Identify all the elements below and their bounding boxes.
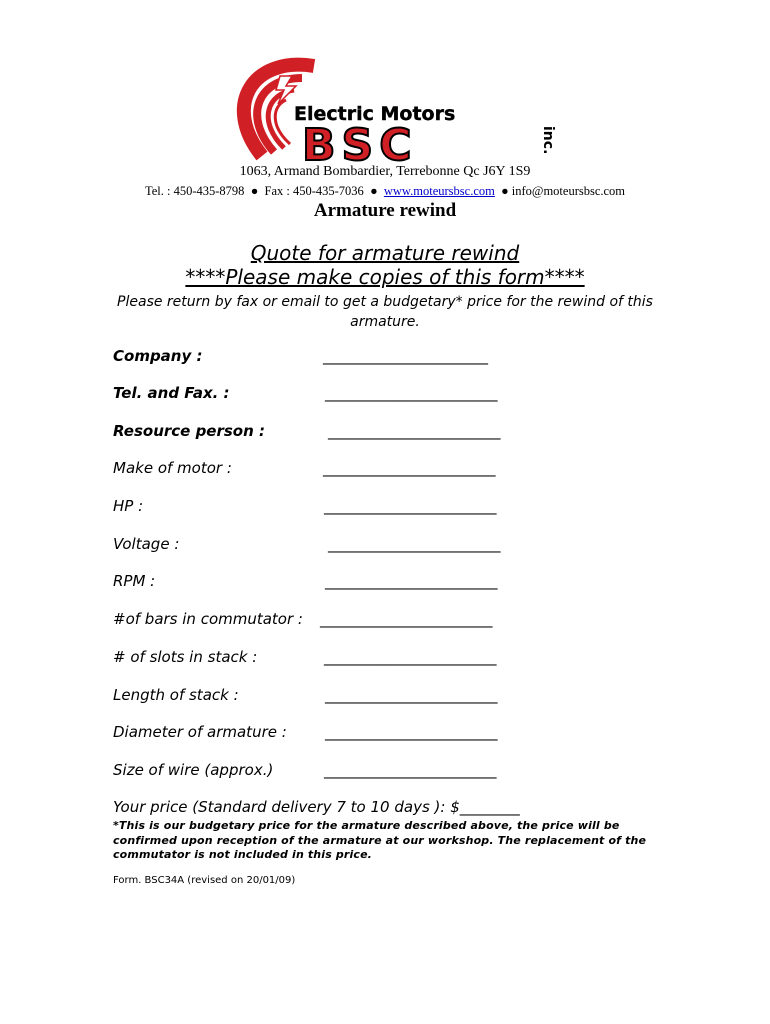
logo-line1: Electric Motors <box>294 103 456 125</box>
field-hp <box>113 497 497 519</box>
quote-title <box>0 241 770 265</box>
fill-in-blank[interactable]: _______________________ <box>324 497 497 515</box>
instructions: Please return by fax or email to get a budgetary* price for the rewind of this armature. <box>117 294 653 330</box>
field-make-of-motor <box>113 459 496 481</box>
form-number: Form. BSC34A (revised on 20/01/09) <box>113 875 296 886</box>
fill-in-blank[interactable]: _______________________ <box>325 384 498 402</box>
logo-line3: inc. <box>540 126 556 155</box>
bullet-separator: ● <box>501 184 509 198</box>
field-label: HP : <box>113 497 144 515</box>
bullet-separator: ● <box>370 184 378 198</box>
bullet-separator: ● <box>250 184 259 198</box>
field-length-of-stack <box>113 686 498 708</box>
bsc-logo-graphic <box>222 56 556 171</box>
field-label: Tel. and Fax. : <box>113 384 230 402</box>
fill-in-blank[interactable]: _______________________ <box>324 761 497 779</box>
field-label: Voltage : <box>113 535 180 553</box>
email-address: info@moteursbsc.com <box>511 184 626 198</box>
field-diameter-of-armature <box>113 723 498 745</box>
website-link[interactable]: www.moteursbsc.com <box>383 184 495 198</box>
copies-notice-text: ****Please make copies of this form**** <box>185 265 585 289</box>
copies-notice <box>0 265 770 289</box>
field-bars-in-commutator <box>113 610 493 632</box>
field-company <box>113 347 488 369</box>
quote-title-text: Quote for armature rewind <box>250 241 520 265</box>
company-logo <box>222 56 556 171</box>
telephone: Tel. : 450-435-8798 <box>144 184 245 198</box>
fax: Fax : 450-435-7036 <box>264 184 364 198</box>
fill-in-blank[interactable]: _______________________ <box>325 686 498 704</box>
field-resource-person <box>113 422 501 444</box>
company-address: 1063, Armand Bombardier, Terrebonne Qc J6Y 1S9 <box>239 164 531 179</box>
fill-in-blank[interactable]: ______________________ <box>323 347 488 365</box>
field-label: #of bars in commutator : <box>113 610 303 628</box>
field-slots-in-stack <box>113 648 497 670</box>
field-label: Length of stack : <box>113 686 239 704</box>
fill-in-blank[interactable]: _______________________ <box>323 459 496 477</box>
field-voltage <box>113 535 501 557</box>
field-label: Make of motor : <box>113 459 232 477</box>
field-rpm <box>113 572 498 594</box>
field-label: Diameter of armature : <box>113 723 287 741</box>
fill-in-blank[interactable]: _______________________ <box>328 422 501 440</box>
fill-in-blank[interactable]: _______________________ <box>324 648 497 666</box>
field-label: Company : <box>113 347 203 365</box>
field-label: Resource person : <box>113 422 266 440</box>
fill-in-blank[interactable]: _______________________ <box>325 572 498 590</box>
fill-in-blank[interactable]: _______________________ <box>328 535 501 553</box>
field-label: Size of wire (approx.) <box>113 761 274 779</box>
logo-line2: BSC <box>302 120 418 171</box>
field-label: # of slots in stack : <box>113 648 258 666</box>
document-title: Armature rewind <box>313 200 457 221</box>
fill-in-blank[interactable]: _______________________ <box>320 610 493 628</box>
field-tel-fax <box>113 384 498 406</box>
field-label: RPM : <box>113 572 156 590</box>
budgetary-price-note: *This is our budgetary price for the armature described above, the price will be confirmed upon reception of the armature at our workshop. The replacement of the commutator is not included in this price. <box>113 819 647 861</box>
field-size-of-wire <box>113 761 497 783</box>
your-price-line[interactable]: Your price (Standard delivery 7 to 10 days ): $________ <box>113 798 520 816</box>
contact-line <box>0 184 770 199</box>
fill-in-blank[interactable]: _______________________ <box>325 723 498 741</box>
